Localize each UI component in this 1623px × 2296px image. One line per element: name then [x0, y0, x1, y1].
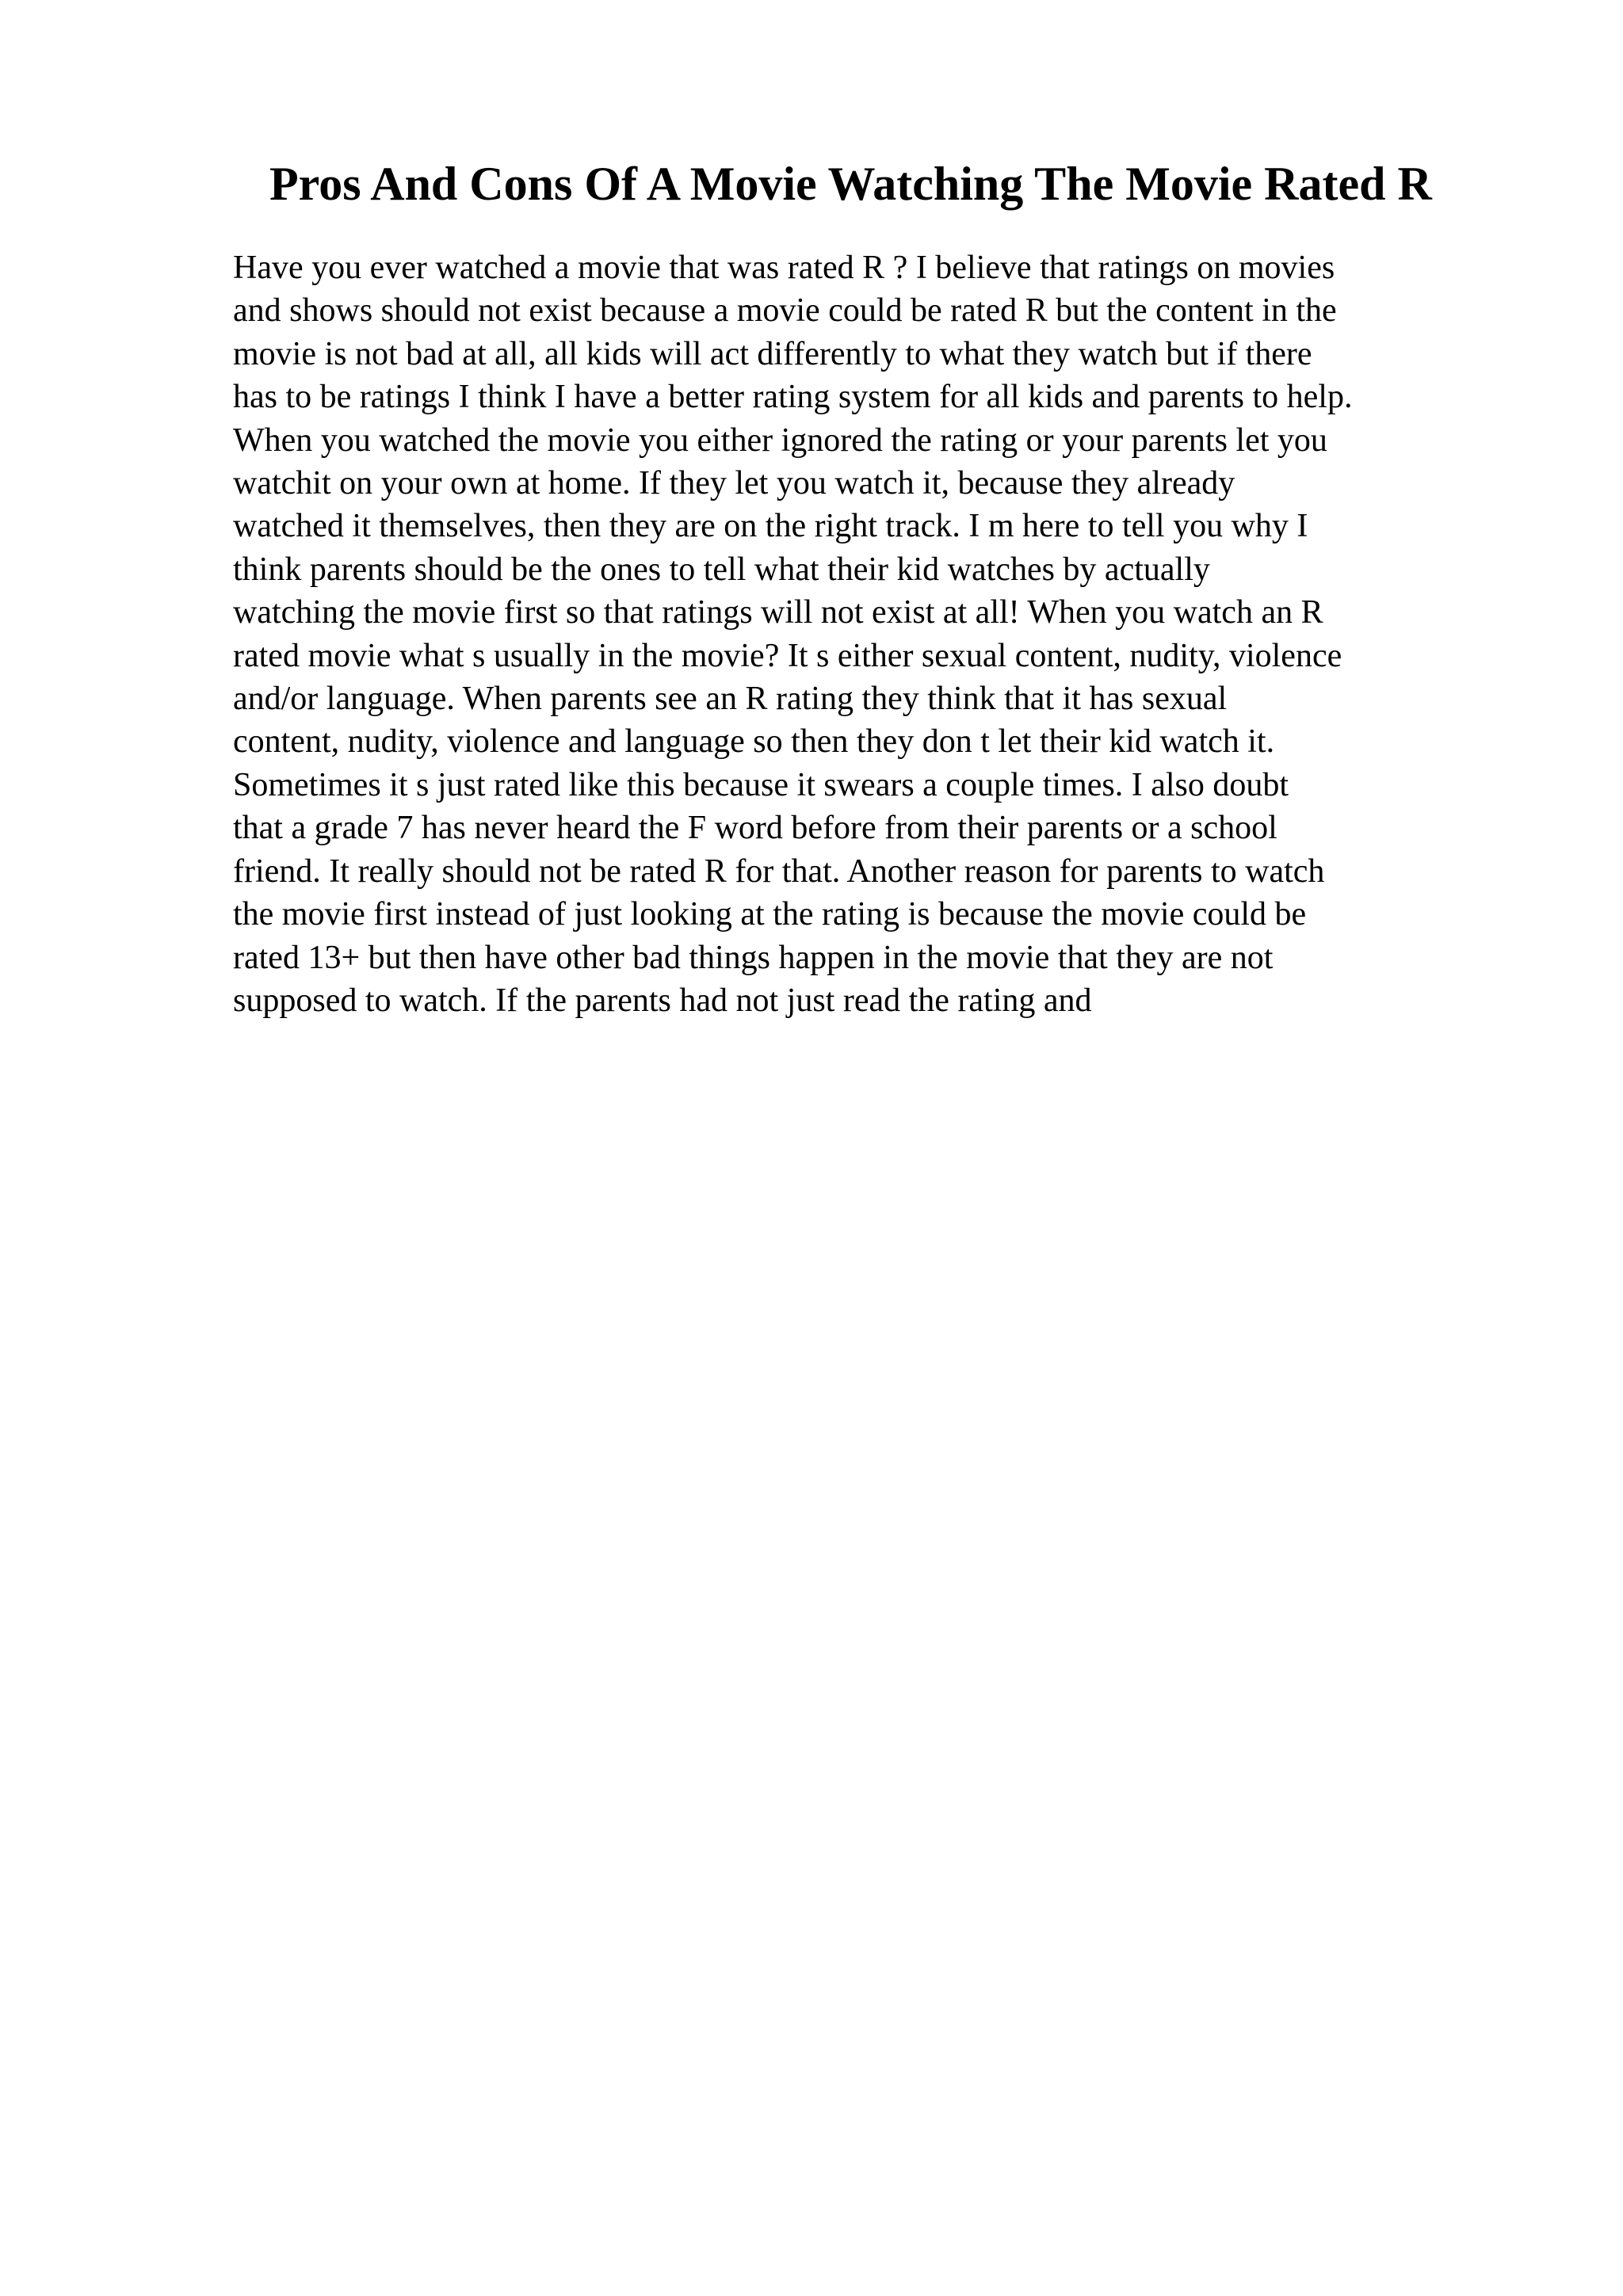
body-line: think parents should be the ones to tell what their kid watches by actually: [233, 551, 1210, 588]
body-line: has to be ratings I think I have a better rating system for all kids and parents to help.: [233, 379, 1353, 416]
body-line: watching the movie first so that ratings will not exist at all! When you watch an R: [233, 594, 1323, 631]
body-line: content, nudity, violence and language so then they don t let their kid watch it.: [233, 723, 1275, 761]
body-line: movie is not bad at all, all kids will act differently to what they watch but if there: [233, 335, 1312, 372]
body-line: and shows should not exist because a movie could be rated R but the content in the: [233, 292, 1337, 330]
body-line: rated 13+ but then have other bad things happen in the movie that they are not: [233, 939, 1274, 976]
body-line: watched it themselves, then they are on the right track. I m here to tell you why I: [233, 508, 1308, 545]
body-line: friend. It really should not be rated R for that. Another reason for parents to watch: [233, 852, 1325, 890]
body-line: Have you ever watched a movie that was rated R ? I believe that ratings on movies: [233, 250, 1335, 286]
document-title: Pros And Cons Of A Movie Watching The Movie Rated R: [269, 158, 1432, 210]
document-body: [233, 246, 1517, 1022]
body-line: Sometimes it s just rated like this because it swears a couple times. I also doubt: [233, 766, 1289, 803]
body-line: watchit on your own at home. If they let you watch it, because they already: [233, 465, 1235, 502]
body-line: rated movie what s usually in the movie? It s either sexual content, nudity, violence: [233, 637, 1342, 674]
body-line: and/or language. When parents see an R rating they think that it has sexual: [233, 681, 1228, 718]
body-line: supposed to watch. If the parents had not just read the rating and: [233, 982, 1092, 1019]
body-line: that a grade 7 has never heard the F word before from their parents or a school: [233, 810, 1277, 847]
body-line: When you watched the movie you either ignored the rating or your parents let you: [233, 421, 1327, 459]
body-line: the movie first instead of just looking at the rating is because the movie could be: [233, 896, 1307, 933]
